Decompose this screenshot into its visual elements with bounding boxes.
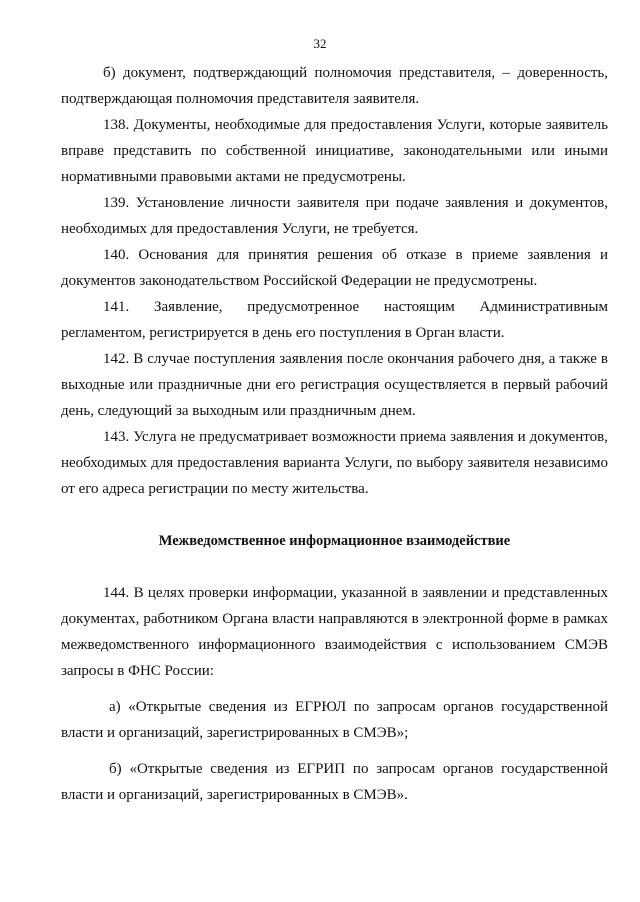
paragraph-144: 144. В целях проверки информации, указанной в заявлении и представленных документах, работником Органа власти направляются в электронной форме в рамках межведомственного информационного взаимодействия с использованием СМЭВ запросы в ФНС России:: [61, 585, 608, 679]
paragraph-139: 139. Установление личности заявителя при подаче заявления и документов, необходимых для предоставления Услуги, не требуется.: [61, 195, 608, 237]
document-body: [61, 60, 608, 808]
list-item-a: а) «Открытые сведения из ЕГРЮЛ по запросам органов государственной власти и организаций, зарегистрированных в СМЭВ»;: [61, 699, 608, 741]
spacer: [61, 684, 608, 694]
paragraph-142: 142. В случае поступления заявления после окончания рабочего дня, а также в выходные или праздничные дни его регистрация осуществляется в первый рабочий день, следующий за выходным или праздничным днем.: [61, 351, 608, 419]
paragraph-143: 143. Услуга не предусматривает возможности приема заявления и документов, необходимых для предоставления варианта Услуги, по выбору заявителя независимо от его адреса регистрации по месту жительства.: [61, 429, 608, 497]
list-item-b: б) «Открытые сведения из ЕГРИП по запросам органов государственной власти и организаций, зарегистрированных в СМЭВ».: [61, 761, 608, 803]
paragraph-138: 138. Документы, необходимые для предоставления Услуги, которые заявитель вправе представить по собственной инициативе, законодательными или иными нормативными правовыми актами не предусмотрены.: [61, 117, 608, 185]
paragraph-140: 140. Основания для принятия решения об отказе в приеме заявления и документов законодательством Российской Федерации не предусмотрены.: [61, 247, 608, 289]
section-heading: Межведомственное информационное взаимодействие: [158, 533, 511, 549]
paragraph-b-representative-document: б) документ, подтверждающий полномочия представителя, – доверенность, подтверждающая полномочия представителя заявителя.: [61, 65, 608, 107]
paragraph-141: 141. Заявление, предусмотренное настоящим Административным регламентом, регистрируется в день его поступления в Орган власти.: [61, 299, 608, 341]
page-number: 32: [313, 36, 327, 51]
spacer: [61, 746, 608, 756]
